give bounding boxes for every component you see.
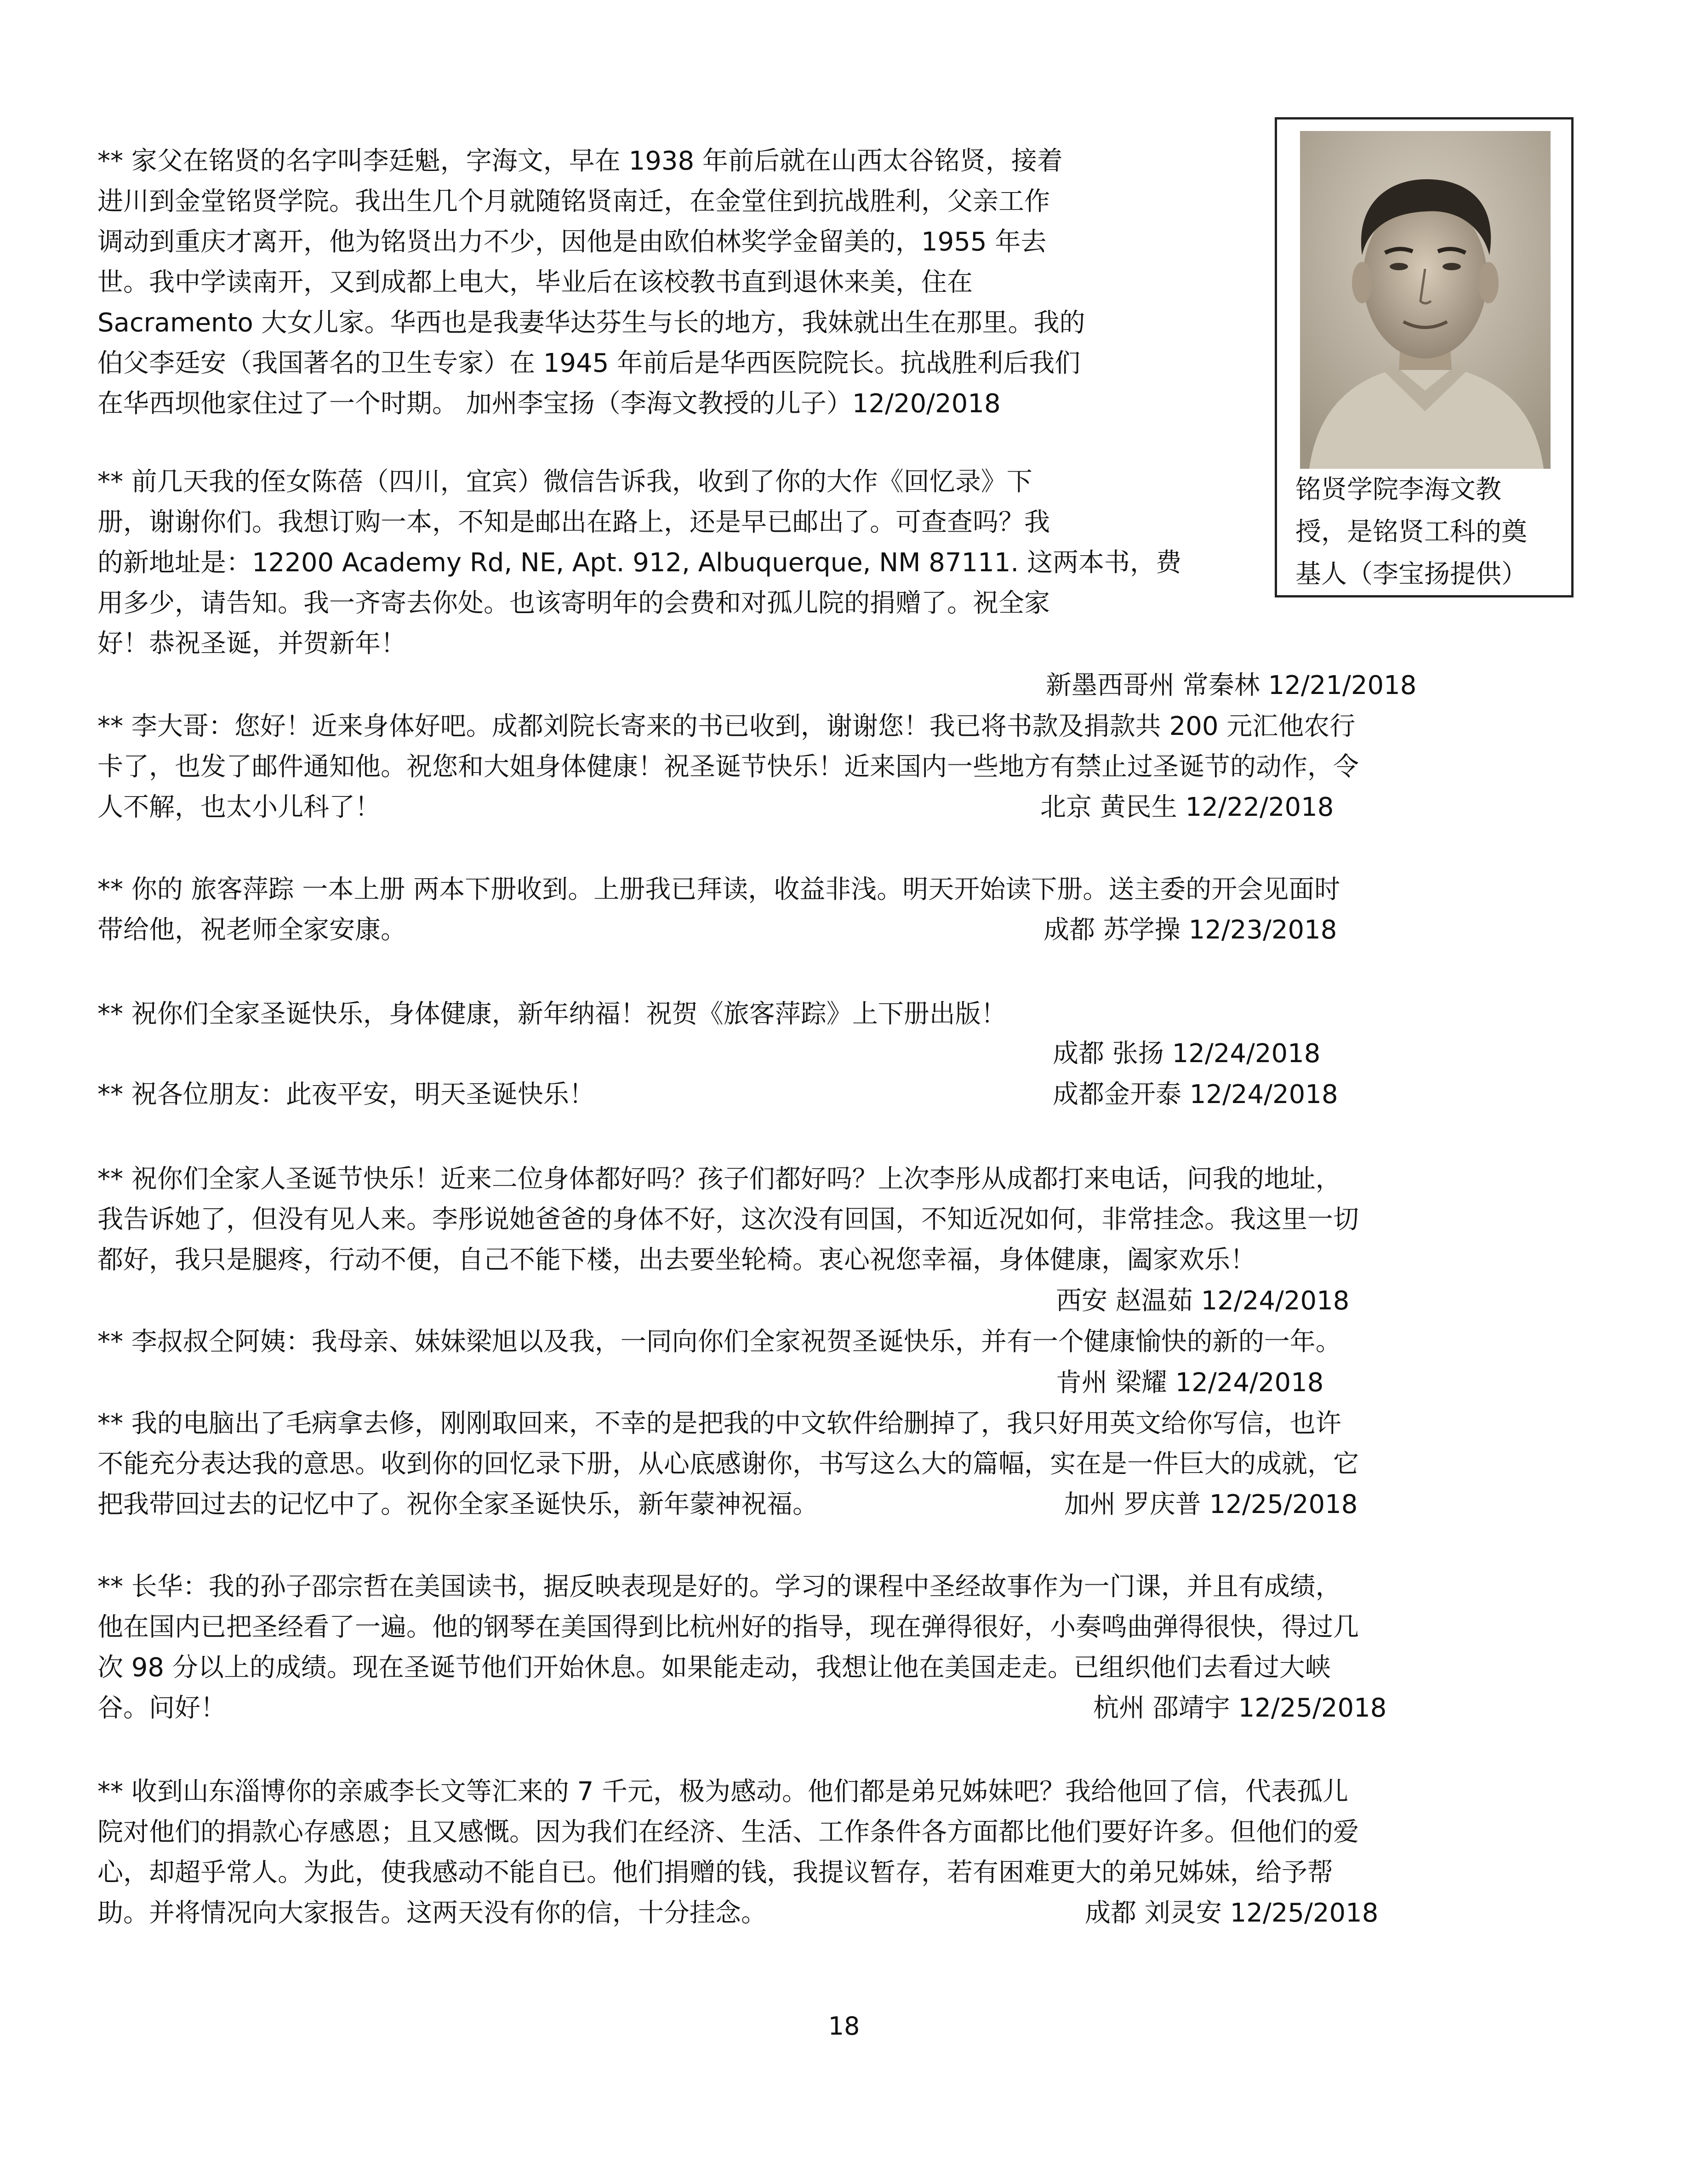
letter-signature: 成都 刘灵安 12/25/2018 bbox=[1085, 1898, 1379, 1928]
letter-line: 用多少，请告知。我一齐寄去你处。也该寄明年的会费和对孤儿院的捐赠了。祝全家 bbox=[97, 588, 1050, 618]
letter-line: 册，谢谢你们。我想订购一本，不知是邮出在路上，还是早已邮出了。可查查吗？我 bbox=[97, 507, 1050, 537]
letter-line: ** 祝你们全家人圣诞节快乐！近来二位身体都好吗？孩子们都好吗？上次李彤从成都打来电话，问我的地址， bbox=[97, 1164, 1341, 1194]
letter-line: ** 李叔叔仝阿姨：我母亲、妹妹梁旭以及我，一同向你们全家祝贺圣诞快乐，并有一个健康愉快的新的一年。 bbox=[97, 1327, 1341, 1357]
letter-line: 次 98 分以上的成绩。现在圣诞节他们开始休息。如果能走动，我想让他在美国走走。已组织他们去看过大峡 bbox=[97, 1653, 1331, 1683]
letter-signature: 北京 黄民生 12/22/2018 bbox=[1040, 792, 1334, 822]
letter-signature: 新墨西哥州 常秦林 12/21/2018 bbox=[1046, 671, 1417, 700]
letter-line: ** 我的电脑出了毛病拿去修，刚刚取回来，不幸的是把我的中文软件给删掉了，我只好用英文给你写信，也许 bbox=[97, 1409, 1341, 1439]
caption-line: 基人（李宝扬提供） bbox=[1295, 559, 1527, 589]
letter-line: 伯父李廷安（我国著名的卫生专家）在 1945 年前后是华西医院院长。抗战胜利后我们 bbox=[97, 348, 1081, 378]
letter-line: ** 收到山东淄博你的亲戚李长文等汇来的 7 千元，极为感动。他们都是弟兄姊妹吧？我给他回了信，代表孤儿 bbox=[97, 1777, 1349, 1807]
letter-line: 的新地址是：12200 Academy Rd, NE, Apt. 912, Albuquerque, NM 87111. 这两本书，费 bbox=[97, 548, 1181, 578]
letter-line: 都好，我只是腿疼，行动不便，自己不能下楼，出去要坐轮椅。衷心祝您幸福，身体健康，阖家欢乐！ bbox=[97, 1245, 1256, 1275]
letter-line: 把我带回过去的记忆中了。祝你全家圣诞快乐，新年蒙神祝福。 bbox=[97, 1490, 818, 1519]
letter-line: 调动到重庆才离开，他为铭贤出力不少，因他是由欧伯林奖学金留美的，1955 年去 bbox=[97, 227, 1047, 257]
letter-line: ** 祝各位朋友：此夜平安，明天圣诞快乐！ bbox=[97, 1080, 595, 1109]
letter-line: 在华西坝他家住过了一个时期。 加州李宝扬（李海文教授的儿子）12/20/2018 bbox=[97, 389, 1001, 419]
letter-line: 好！恭祝圣诞，并贺新年！ bbox=[97, 629, 406, 659]
letter-signature: 成都 苏学操 12/23/2018 bbox=[1044, 915, 1337, 945]
letter-line: 带给他，祝老师全家安康。 bbox=[97, 915, 406, 945]
letter-line: Sacramento 大女儿家。华西也是我妻华达芬生与长的地方，我妹就出生在那里。我的 bbox=[97, 308, 1085, 338]
letter-line: ** 祝你们全家圣诞快乐，身体健康，新年纳福！祝贺《旅客萍踪》上下册出版！ bbox=[97, 999, 1007, 1029]
page-number: 18 bbox=[828, 2012, 860, 2041]
photo-caption bbox=[1295, 469, 1557, 596]
letter-line: 谷。问好！ bbox=[97, 1693, 226, 1723]
letter-line: ** 长华：我的孙子邵宗哲在美国读书，据反映表现是好的。学习的课程中圣经故事作为一门课，并且有成绩， bbox=[97, 1572, 1341, 1602]
portrait-photo bbox=[1300, 131, 1551, 469]
letter-line: ** 你的 旅客萍踪 一本上册 两本下册收到。上册我已拜读，收益非浅。明天开始读下册。送主委的开会见面时 bbox=[97, 875, 1340, 904]
letter-line: ** 家父在铭贤的名字叫李廷魁，字海文，早在 1938 年前后就在山西太谷铭贤，接着 bbox=[97, 146, 1063, 176]
letter-line: 人不解，也太小儿科了！ bbox=[97, 792, 381, 822]
letter-signature: 西安 赵温茹 12/24/2018 bbox=[1056, 1286, 1350, 1316]
letter-line: 心，却超乎常人。为此，使我感动不能自已。他们捐赠的钱，我提议暂存，若有困难更大的弟兄姊妹，给予帮 bbox=[97, 1858, 1333, 1888]
letter-line: 卡了，也发了邮件通知他。祝您和大姐身体健康！祝圣诞节快乐！近来国内一些地方有禁止过圣诞节的动作，令 bbox=[97, 752, 1359, 782]
letter-line: 他在国内已把圣经看了一遍。他的钢琴在美国得到比杭州好的指导，现在弹得很好，小奏鸣曲弹得很快，得过几 bbox=[97, 1612, 1359, 1642]
letter-line: 进川到金堂铭贤学院。我出生几个月就随铭贤南迁，在金堂住到抗战胜利，父亲工作 bbox=[97, 187, 1050, 216]
letter-signature: 加州 罗庆普 12/25/2018 bbox=[1064, 1490, 1358, 1519]
letter-signature: 成都金开泰 12/24/2018 bbox=[1053, 1080, 1338, 1109]
letter-signature: 成都 张扬 12/24/2018 bbox=[1053, 1039, 1321, 1069]
photo-frame bbox=[1275, 117, 1574, 597]
letter-line: ** 李大哥：您好！近来身体好吧。成都刘院长寄来的书已收到，谢谢您！我已将书款及捐款共 200 元汇他农行 bbox=[97, 711, 1356, 741]
letter-signature: 杭州 邵靖宇 12/25/2018 bbox=[1093, 1693, 1387, 1723]
letter-line: ** 前几天我的侄女陈蓓（四川，宜宾）微信告诉我，收到了你的大作《回忆录》下 bbox=[97, 467, 1032, 497]
letter-line: 我告诉她了，但没有见人来。李彤说她爸爸的身体不好，这次没有回国，不知近况如何，非常挂念。我这里一切 bbox=[97, 1205, 1359, 1234]
letter-line: 院对他们的捐款心存感恩；且又感慨。因为我们在经济、生活、工作条件各方面都比他们要好许多。但他们的爱 bbox=[97, 1817, 1359, 1847]
letter-line: 不能充分表达我的意思。收到你的回忆录下册，从心底感谢你，书写这么大的篇幅，实在是一件巨大的成就，它 bbox=[97, 1449, 1359, 1479]
letter-line: 世。我中学读南开，又到成都上电大，毕业后在该校教书直到退休来美，住在 bbox=[97, 267, 973, 297]
caption-line: 铭贤学院李海文教 bbox=[1295, 475, 1501, 505]
letter-signature: 肯州 梁耀 12/24/2018 bbox=[1056, 1368, 1324, 1398]
letter-line: 助。并将情况向大家报告。这两天没有你的信，十分挂念。 bbox=[97, 1898, 767, 1928]
caption-line: 授，是铭贤工科的奠 bbox=[1295, 517, 1527, 547]
